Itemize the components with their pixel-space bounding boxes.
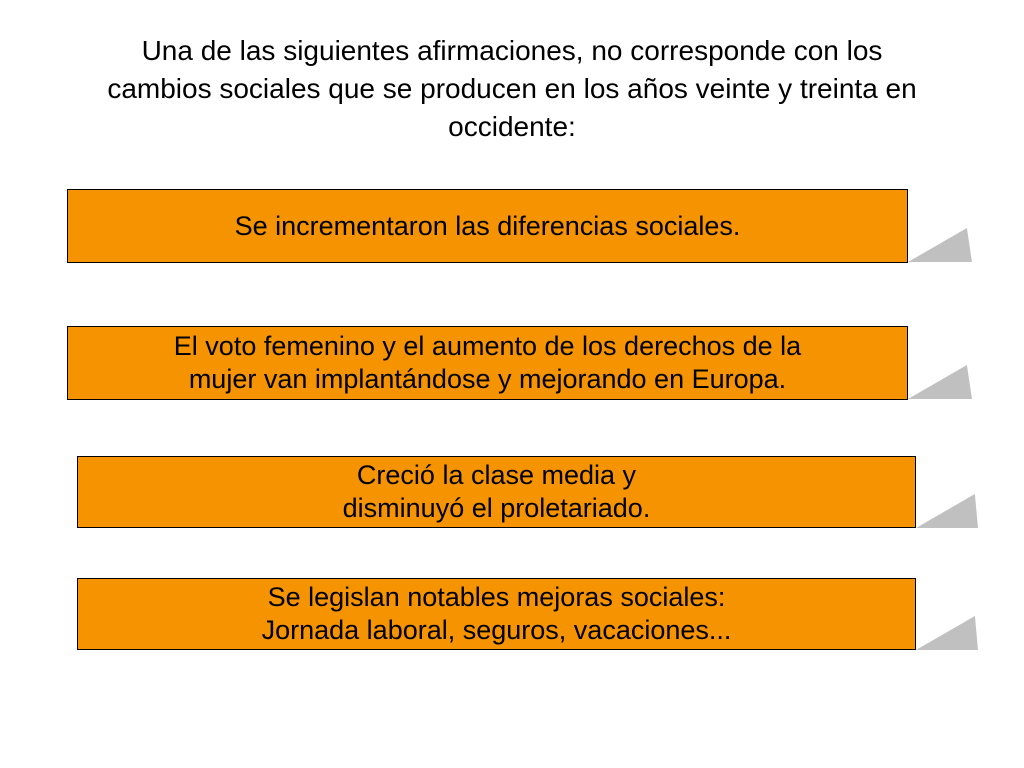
option-1-button[interactable]: [67, 189, 908, 263]
option-1-shadow: [908, 228, 1024, 262]
option-4-shadow: [916, 616, 1024, 650]
option-2-label: El voto femenino y el aumento de los derechos de la mujer van implantándose y mejorando en Europa.: [173, 331, 802, 394]
option-2-button[interactable]: [67, 326, 908, 400]
option-3-button[interactable]: [77, 456, 916, 528]
option-1-label: Se incrementaron las diferencias sociales.: [234, 210, 741, 241]
question-text: Una de las siguientes afirmaciones, no corresponde con los cambios sociales que se producen en los años veinte y treinta en occidente:: [107, 35, 917, 142]
option-4-button[interactable]: [77, 578, 916, 650]
option-2-shadow: [908, 365, 1024, 399]
option-4-label: Se legislan notables mejoras sociales: Jornada laboral, seguros, vacaciones...: [261, 582, 732, 645]
option-3-shadow: [916, 494, 1024, 528]
option-3-label: Creció la clase media y disminuyó el proletariado.: [342, 460, 651, 523]
